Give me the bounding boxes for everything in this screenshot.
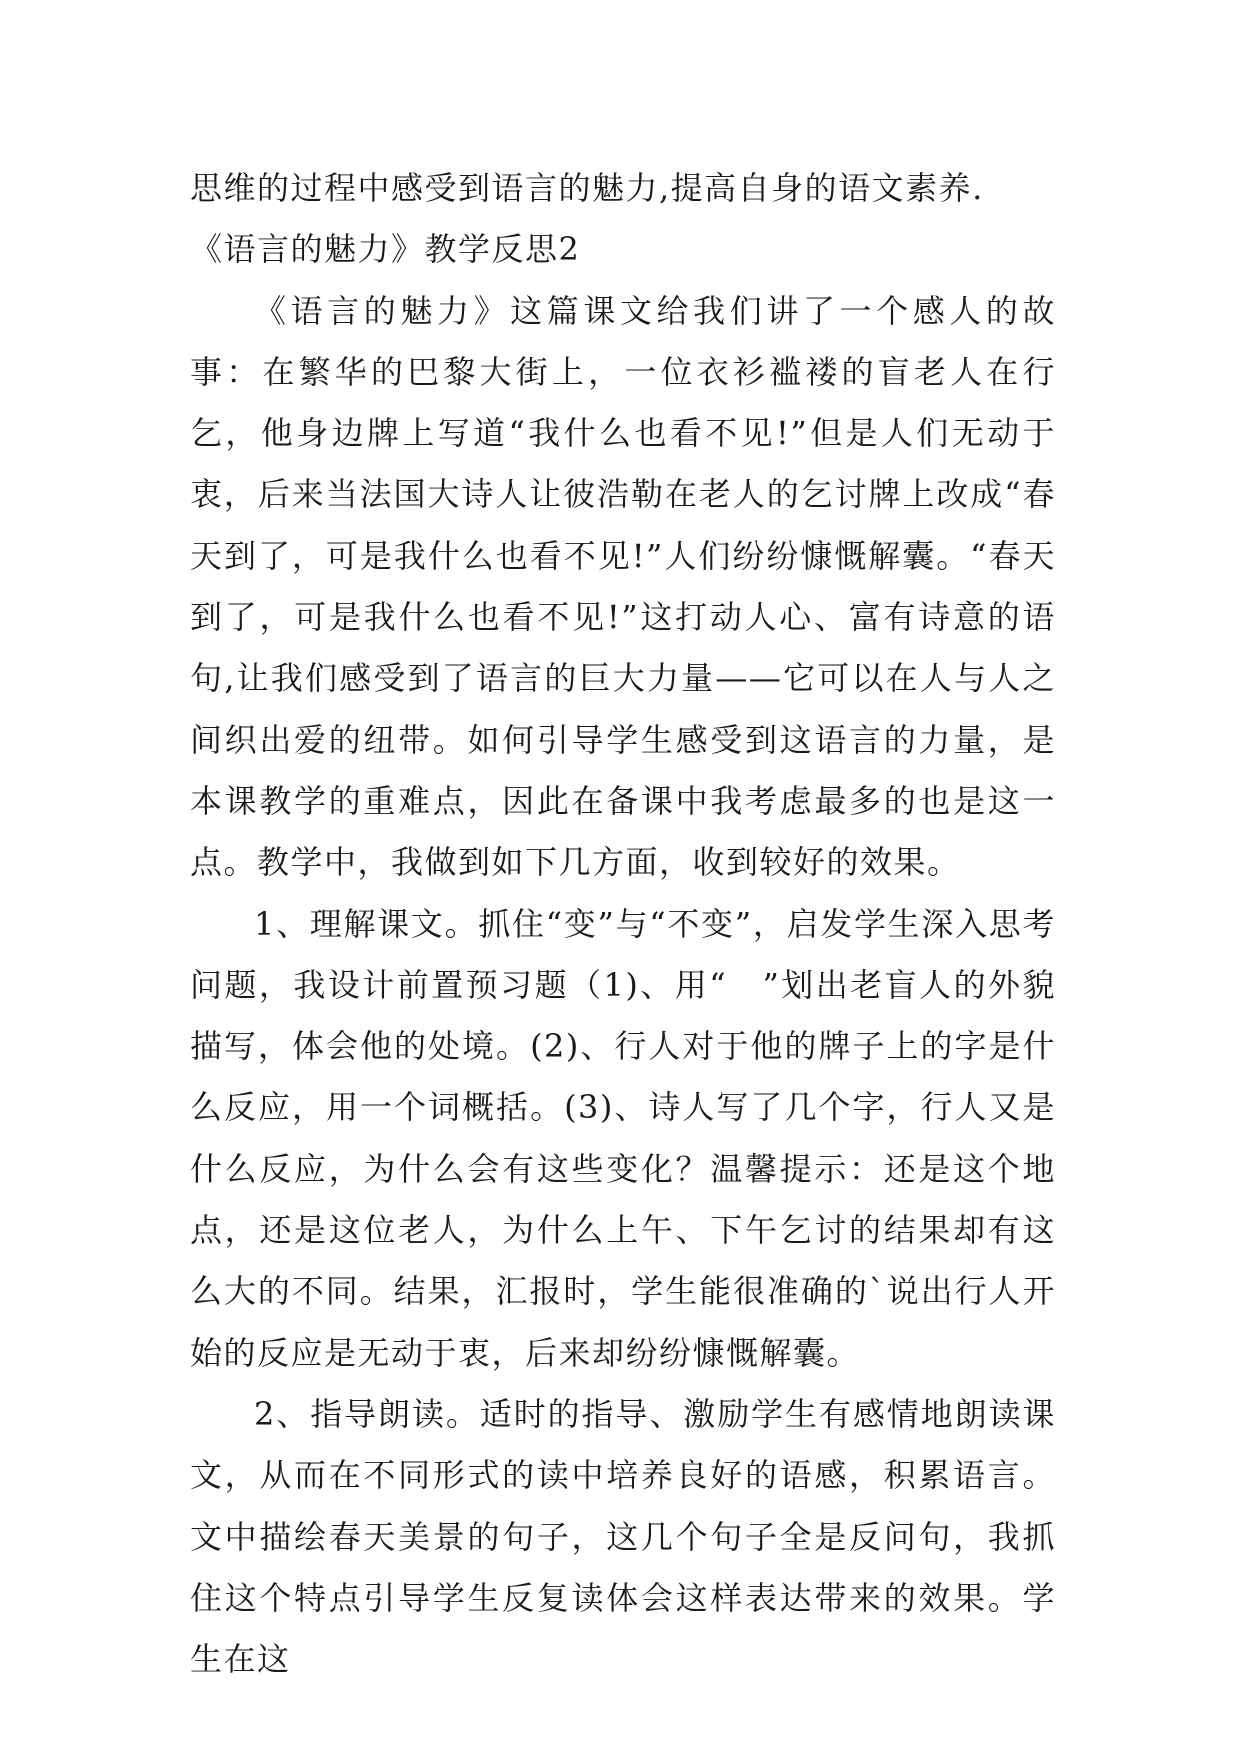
section-heading: 《语言的魅力》教学反思2 [190,230,581,269]
paragraph-point-2: 2、指导朗读。适时的指导、激励学生有感情地朗读课文，从而在不同形式的读中培养良好的语感，积累语言。文中描绘春天美景的句子，这几个句子全是反问句，我抓住这个特点引导学生反复读体会这样表达带来的效果。学生在这 [190,1394,1056,1679]
paragraph-point-1: 1、理解课文。抓住“变”与“不变”，启发学生深入思考问题，我设计前置预习题（1)、用“ ”划出老盲人的外貌描写，体会他的处境。(2)、行人对于他的牌子上的字是什么反应，用一个词概括。(3)、诗人写了几个字，行人又是什么反应，为什么会有这些变化？温馨提示：还是这个地点，还是这位老人，为什么上午、下午乞讨的结果却有这么大的不同。结果，汇报时，学生能很准确的`说出行人开始的反应是无动于衷，后来却纷纷慷慨解囊。 [190,904,1056,1372]
continuation-line: 思维的过程中感受到语言的魅力,提高自身的语文素养. [190,169,984,207]
document-body [190,158,1056,1690]
paragraph-intro: 《语言的魅力》这篇课文给我们讲了一个感人的故事：在繁华的巴黎大街上，一位衣衫褴褛的盲老人在行乞，他身边牌上写道“我什么也看不见!”但是人们无动于衷，后来当法国大诗人让彼浩勒在老人的乞讨牌上改成“春天到了，可是我什么也看不见!”人们纷纷慷慨解囊。“春天到了，可是我什么也看不见!”这打动人心、富有诗意的语句,让我们感受到了语言的巨大力量——它可以在人与人之间织出爱的纽带。如何引导学生感受到这语言的力量，是本课教学的重难点，因此在备课中我考虑最多的也是这一点。教学中，我做到如下几方面，收到较好的效果。 [190,291,1056,882]
